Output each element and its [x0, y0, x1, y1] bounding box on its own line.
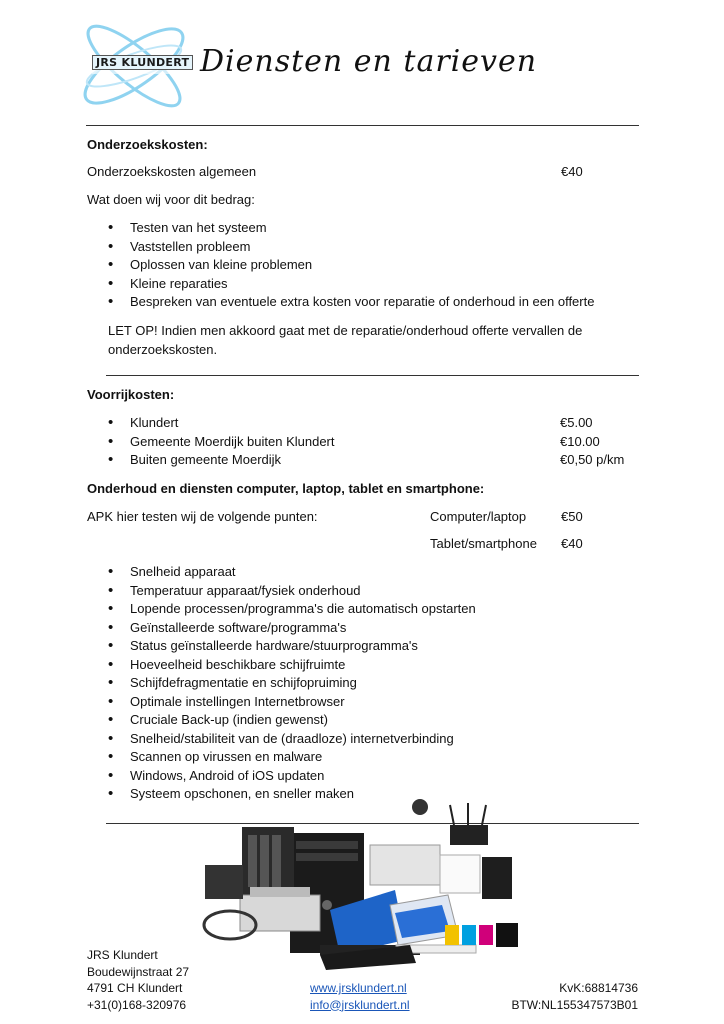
list-item: • Snelheid/stabiliteit van de (draadloze) internetverbinding	[108, 730, 638, 749]
voorrij-label: Gemeente Moerdijk buiten Klundert	[130, 433, 335, 449]
list-item: • Systeem opschonen, en sneller maken	[108, 785, 638, 804]
section-heading-onderhoud: Onderhoud en diensten computer, laptop, tablet en smartphone:	[87, 481, 485, 496]
onderzoek-list	[108, 219, 638, 312]
list-item: • Oplossen van kleine problemen	[108, 256, 638, 275]
section-heading-onderzoek: Onderzoekskosten:	[87, 137, 208, 152]
list-item: • Cruciale Back-up (indien gewenst)	[108, 711, 638, 730]
apk-device: Tablet/smartphone	[430, 536, 537, 551]
list-item	[108, 451, 638, 470]
footer-street: Boudewijnstraat 27	[87, 964, 190, 979]
list-item	[108, 433, 638, 452]
section-divider	[106, 375, 639, 376]
list-item: • Scannen op virussen en malware	[108, 748, 638, 767]
website-link[interactable]: www.jrsklundert.nl	[310, 981, 407, 995]
list-item: • Lopende processen/programma's die automatisch opstarten	[108, 600, 638, 619]
list-item: • Schijfdefragmentatie en schijfopruiming	[108, 674, 638, 693]
list-item: • Geïnstalleerde software/programma's	[108, 619, 638, 638]
voorrij-price: €10.00	[560, 433, 600, 449]
list-item	[108, 414, 638, 433]
footer-registration	[511, 980, 638, 1013]
apk-price: €50	[561, 509, 583, 524]
list-item: • Testen van het systeem	[108, 219, 638, 238]
email-link[interactable]: info@jrsklundert.nl	[310, 997, 410, 1012]
list-item: • Windows, Android of iOS updaten	[108, 767, 638, 786]
voorrij-label: Buiten gemeente Moerdijk	[130, 452, 282, 467]
list-item: • Status geïnstalleerde hardware/stuurprogramma's	[108, 637, 638, 656]
list-item: • Hoeveelheid beschikbare schijfruimte	[108, 656, 638, 675]
section-heading-voorrij: Voorrijkosten:	[87, 387, 175, 402]
footer-kvk: KvK:68814736	[559, 981, 638, 995]
voorrij-price: €5.00	[560, 415, 593, 430]
logo-text: JRS KLUNDERT	[92, 55, 193, 70]
list-item: • Temperatuur apparaat/fysiek onderhoud	[108, 582, 638, 601]
header-divider	[86, 125, 639, 126]
devices-illustration	[200, 795, 540, 970]
footer-company: JRS Klundert	[87, 948, 158, 962]
voorrij-price: €0,50 p/km	[560, 452, 625, 467]
onderzoek-row-price: €40	[561, 164, 583, 179]
voorrij-list	[108, 414, 638, 470]
footer-links	[310, 980, 410, 1013]
list-item: • Optimale instellingen Internetbrowser	[108, 693, 638, 712]
list-item: • Vaststellen probleem	[108, 238, 638, 257]
list-item: • Snelheid apparaat	[108, 563, 638, 582]
footer-city: 4791 CH Klundert	[87, 981, 183, 995]
footer-btw: BTW:NL155347573B01	[511, 997, 638, 1012]
voorrij-label: Klundert	[130, 415, 179, 430]
apk-device: Computer/laptop	[430, 509, 527, 524]
apk-price: €40	[561, 536, 583, 551]
list-item: • Bespreken van eventuele extra kosten voor reparatie of onderhoud in een offerte	[108, 293, 638, 312]
onderzoek-note: LET OP! Indien men akkoord gaat met de reparatie/onderhoud offerte vervallen de onderzoekskosten.	[108, 323, 583, 357]
onderhoud-list	[108, 563, 638, 804]
apk-label: APK hier testen wij de volgende punten:	[87, 509, 318, 524]
footer-address	[87, 947, 189, 1013]
list-item: • Kleine reparaties	[108, 275, 638, 294]
footer-phone: +31(0)168-320976	[87, 997, 187, 1012]
onderzoek-intro: Wat doen wij voor dit bedrag:	[87, 192, 255, 207]
onderzoek-row-label: Onderzoekskosten algemeen	[87, 164, 257, 179]
page-title: Diensten en tarieven	[200, 44, 538, 79]
